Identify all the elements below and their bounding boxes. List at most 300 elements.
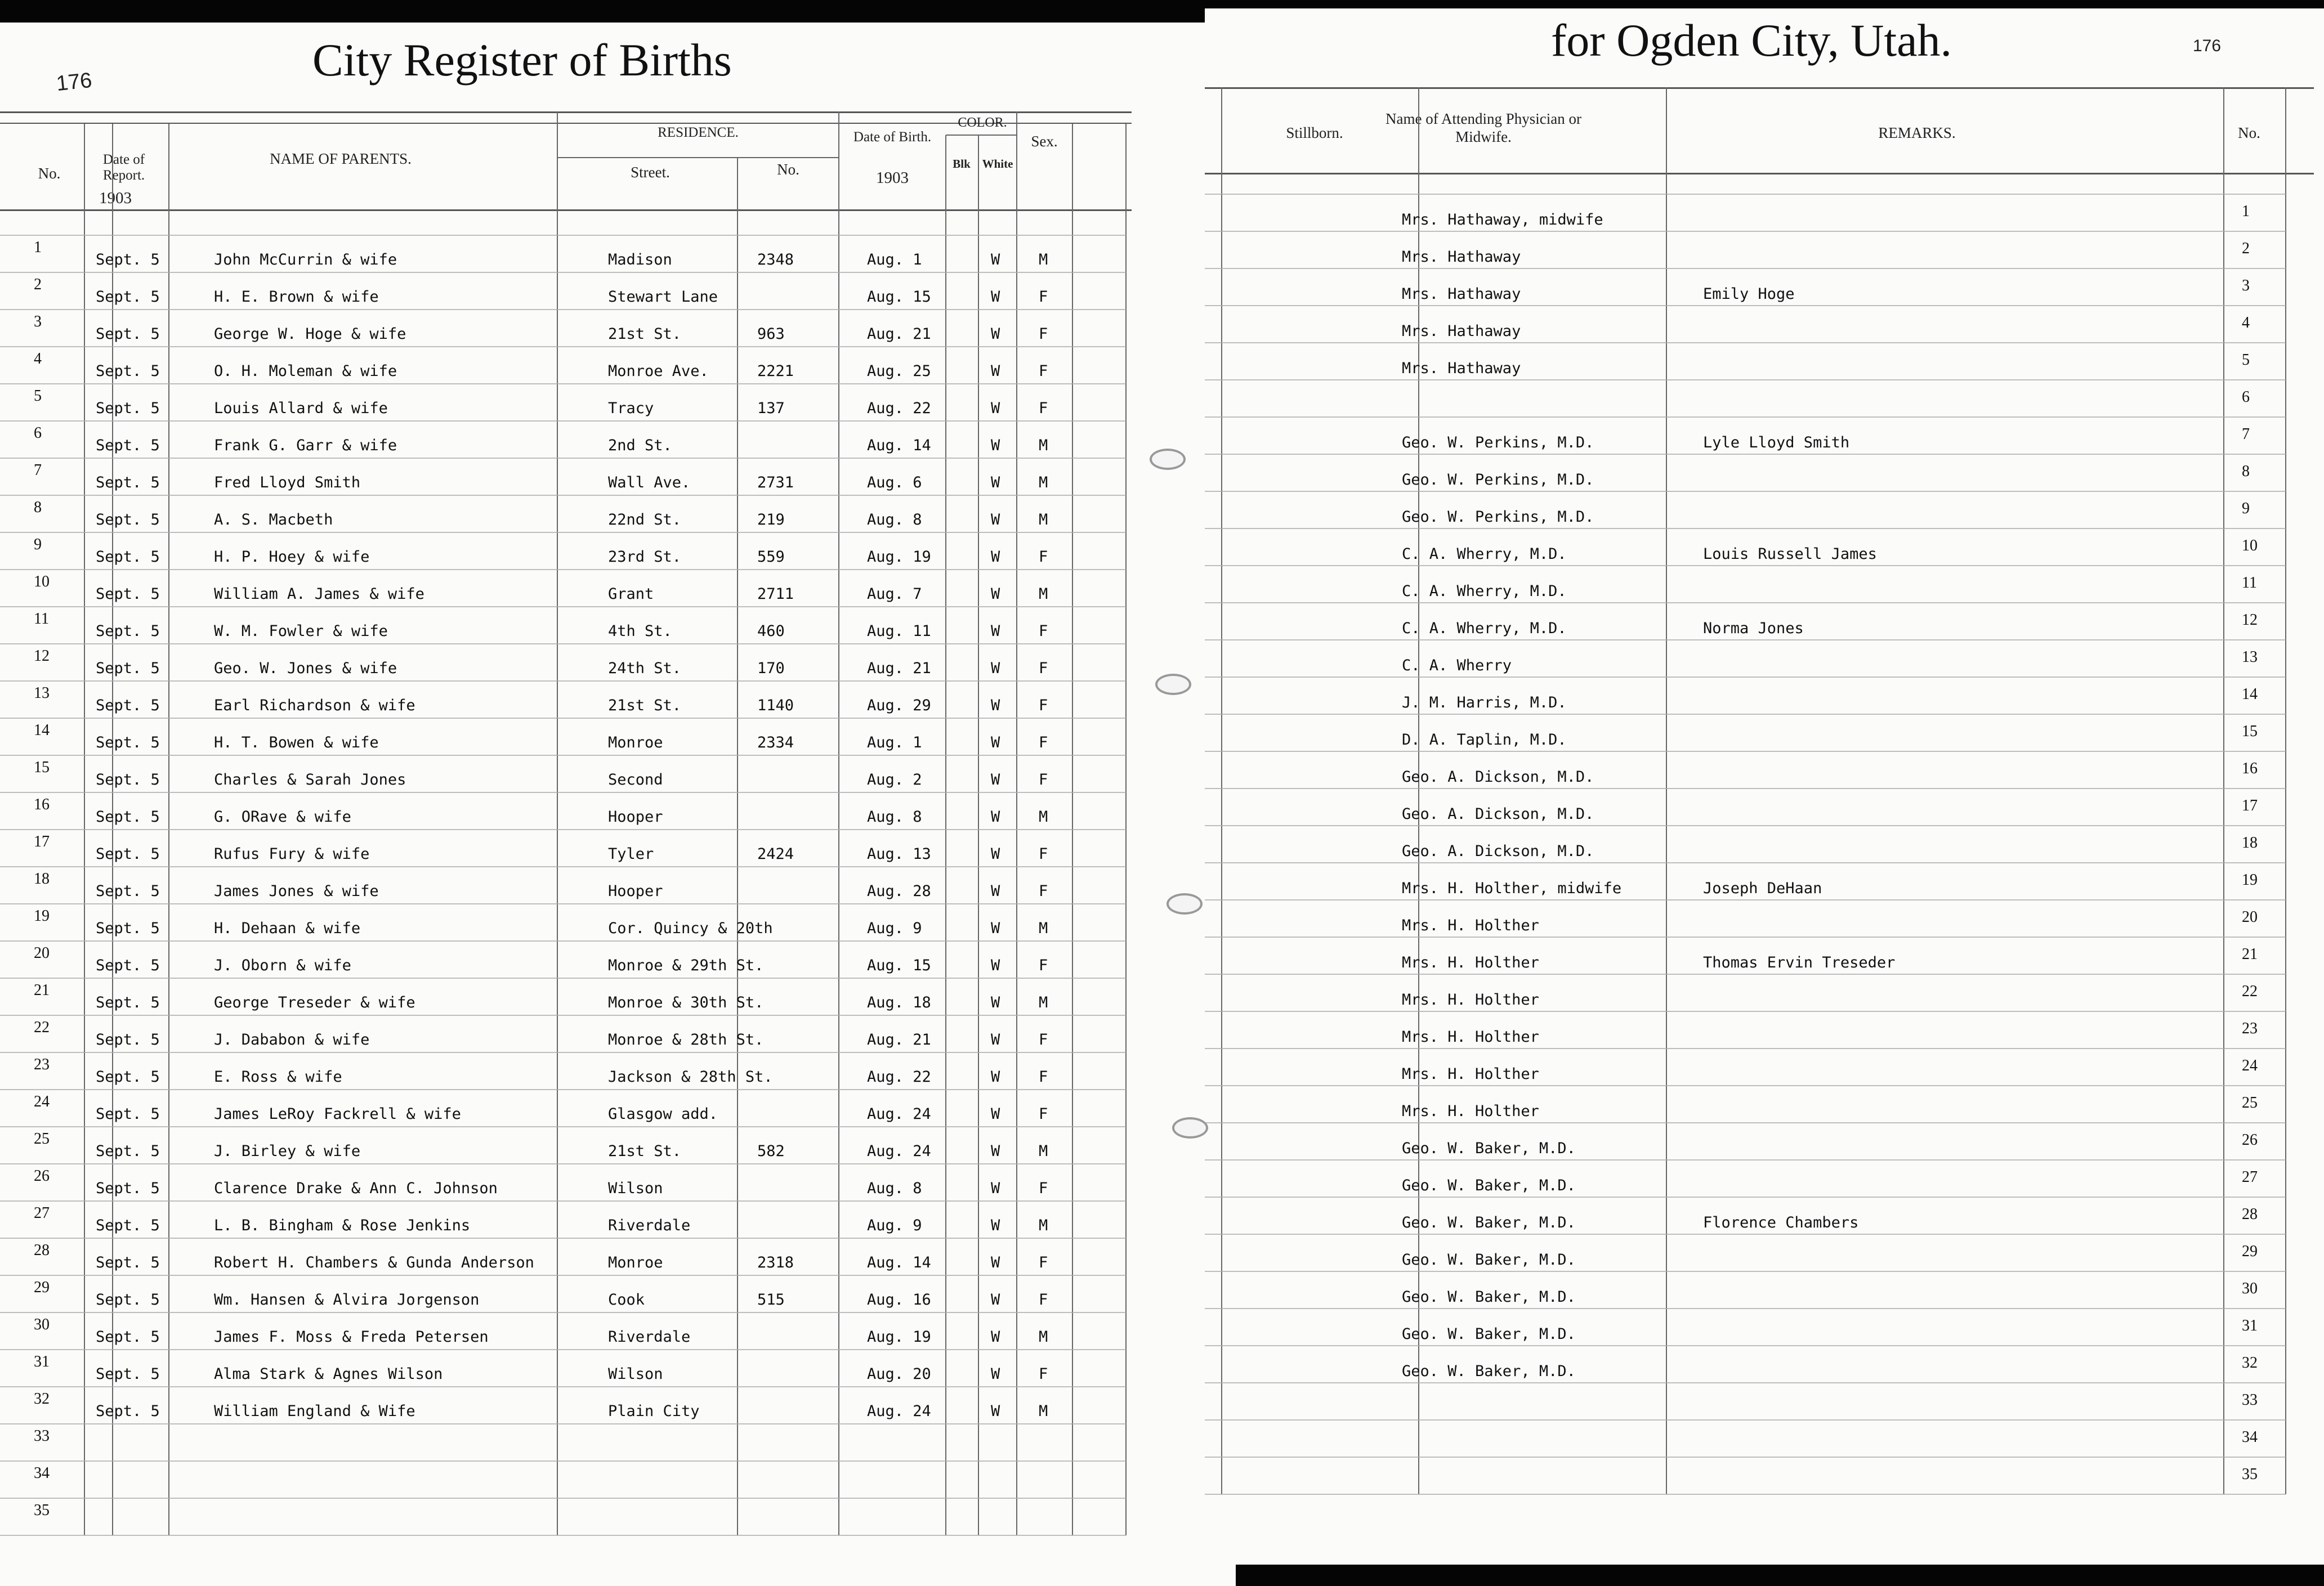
parents-name: James LeRoy Fackrell & wife xyxy=(214,1105,461,1123)
street: Jackson & 28th St. xyxy=(608,1068,773,1086)
sex: M xyxy=(1039,1217,1048,1234)
birth-date: Aug. 19 xyxy=(867,1328,931,1346)
row-number: 32 xyxy=(2242,1354,2258,1372)
row-number: 5 xyxy=(2242,351,2250,369)
row-number: 27 xyxy=(2242,1168,2258,1186)
parents-name: James F. Moss & Freda Petersen xyxy=(214,1328,489,1346)
sex: F xyxy=(1039,1365,1048,1383)
row-number: 1 xyxy=(2242,203,2250,220)
row-number: 11 xyxy=(34,610,49,628)
report-date: Sept. 5 xyxy=(96,845,160,863)
right-ruling-lines xyxy=(1205,8,2324,1565)
report-date: Sept. 5 xyxy=(96,1105,160,1123)
row-number: 19 xyxy=(34,907,50,925)
sex: F xyxy=(1039,1254,1048,1271)
birth-date: Aug. 14 xyxy=(867,1254,931,1271)
binder-ring xyxy=(1172,1117,1208,1139)
row-number: 14 xyxy=(2242,686,2258,703)
street: Riverdale xyxy=(608,1328,691,1346)
row-number: 17 xyxy=(34,833,50,850)
row-number: 18 xyxy=(2242,834,2258,852)
color: W xyxy=(991,1105,1000,1123)
row-number: 18 xyxy=(34,870,50,888)
birth-date: Aug. 15 xyxy=(867,288,931,306)
street-number: 460 xyxy=(757,622,785,640)
physician: Mrs. Hathaway xyxy=(1402,322,1521,340)
row-number: 4 xyxy=(34,350,42,368)
report-date: Sept. 5 xyxy=(96,660,160,677)
report-date: Sept. 5 xyxy=(96,734,160,751)
row-number: 3 xyxy=(2242,277,2250,294)
parents-name: J. Oborn & wife xyxy=(214,957,351,974)
color: W xyxy=(991,734,1000,751)
street: Riverdale xyxy=(608,1217,691,1234)
hdr-no: No. xyxy=(38,165,61,182)
sex: F xyxy=(1039,1105,1048,1123)
report-date: Sept. 5 xyxy=(96,994,160,1011)
street: Monroe & 30th St. xyxy=(608,994,764,1011)
row-number: 27 xyxy=(34,1204,50,1222)
row-number: 22 xyxy=(2242,983,2258,1000)
row-number: 15 xyxy=(2242,723,2258,740)
sex: F xyxy=(1039,957,1048,974)
binder-ring xyxy=(1167,893,1203,915)
report-date: Sept. 5 xyxy=(96,1068,160,1086)
street-number: 2731 xyxy=(757,474,794,491)
row-number: 25 xyxy=(2242,1094,2258,1112)
report-date: Sept. 5 xyxy=(96,697,160,714)
report-date: Sept. 5 xyxy=(96,1031,160,1049)
parents-name: Louis Allard & wife xyxy=(214,400,388,417)
birth-date: Aug. 8 xyxy=(867,1180,922,1197)
street: Stewart Lane xyxy=(608,288,718,306)
physician: Geo. W. Baker, M.D. xyxy=(1402,1177,1576,1194)
parents-name: William A. James & wife xyxy=(214,585,424,603)
row-number: 25 xyxy=(34,1130,50,1148)
row-number: 23 xyxy=(2242,1020,2258,1037)
hdr-name-of-parents: NAME OF PARENTS. xyxy=(270,150,412,167)
physician: C. A. Wherry xyxy=(1402,657,1512,674)
row-number: 11 xyxy=(2242,574,2257,592)
row-number: 2 xyxy=(2242,240,2250,257)
row-number: 28 xyxy=(2242,1206,2258,1223)
physician: Geo. A. Dickson, M.D. xyxy=(1402,768,1594,786)
right-page-mark: 176 xyxy=(2193,37,2222,55)
parents-name: Earl Richardson & wife xyxy=(214,697,415,714)
hdr-street-no: No. xyxy=(777,161,799,178)
street: 22nd St. xyxy=(608,511,682,528)
street: Hooper xyxy=(608,808,663,826)
color: W xyxy=(991,882,1000,900)
physician: Geo. W. Perkins, M.D. xyxy=(1402,508,1594,526)
birth-date: Aug. 14 xyxy=(867,437,931,454)
parents-name: George Treseder & wife xyxy=(214,994,415,1011)
report-date: Sept. 5 xyxy=(96,437,160,454)
birth-date: Aug. 20 xyxy=(867,1365,931,1383)
row-number: 32 xyxy=(34,1390,50,1408)
row-number: 20 xyxy=(2242,908,2258,926)
color: W xyxy=(991,697,1000,714)
row-number: 29 xyxy=(34,1279,50,1296)
birth-date: Aug. 24 xyxy=(867,1143,931,1160)
parents-name: H. Dehaan & wife xyxy=(214,920,361,937)
row-number: 16 xyxy=(2242,760,2258,777)
physician: Mrs. H. Holther xyxy=(1402,917,1539,934)
birth-date: Aug. 7 xyxy=(867,585,922,603)
birth-date: Aug. 22 xyxy=(867,1068,931,1086)
color: W xyxy=(991,325,1000,343)
street: 23rd St. xyxy=(608,548,682,566)
remarks: Thomas Ervin Treseder xyxy=(1703,954,1896,971)
color: W xyxy=(991,474,1000,491)
row-number: 21 xyxy=(2242,946,2258,963)
color: W xyxy=(991,1143,1000,1160)
sex: M xyxy=(1039,251,1048,268)
physician: Mrs. H. Holther xyxy=(1402,1103,1539,1120)
left-page-mark: 176 xyxy=(55,68,93,96)
hdr-remarks: REMARKS. xyxy=(1878,124,1956,141)
report-date: Sept. 5 xyxy=(96,1180,160,1197)
row-number: 14 xyxy=(34,722,50,739)
report-date: Sept. 5 xyxy=(96,548,160,566)
row-number: 8 xyxy=(2242,463,2250,480)
row-number: 28 xyxy=(34,1242,50,1259)
birth-date: Aug. 21 xyxy=(867,1031,931,1049)
parents-name: G. ORave & wife xyxy=(214,808,351,826)
left-page-title: City Register of Births xyxy=(312,34,732,86)
birth-date: Aug. 29 xyxy=(867,697,931,714)
street-number: 2348 xyxy=(757,251,794,268)
hdr-right-no: No. xyxy=(2238,124,2260,141)
row-number: 13 xyxy=(34,684,50,702)
color: W xyxy=(991,1031,1000,1049)
color: W xyxy=(991,1180,1000,1197)
remarks: Louis Russell James xyxy=(1703,545,1877,563)
birth-date: Aug. 19 xyxy=(867,548,931,566)
remarks: Emily Hoge xyxy=(1703,285,1795,303)
parents-name: Clarence Drake & Ann C. Johnson xyxy=(214,1180,498,1197)
physician: Geo. W. Baker, M.D. xyxy=(1402,1140,1576,1157)
report-date: Sept. 5 xyxy=(96,362,160,380)
row-number: 34 xyxy=(34,1464,50,1482)
color: W xyxy=(991,511,1000,528)
color: W xyxy=(991,251,1000,268)
hdr-stillborn: Stillborn. xyxy=(1286,124,1343,141)
birth-date: Aug. 24 xyxy=(867,1403,931,1420)
sex: F xyxy=(1039,400,1048,417)
physician: D. A. Taplin, M.D. xyxy=(1402,731,1567,749)
street: 21st St. xyxy=(608,325,682,343)
physician: Geo. W. Baker, M.D. xyxy=(1402,1363,1576,1380)
physician: C. A. Wherry, M.D. xyxy=(1402,620,1567,637)
report-date: Sept. 5 xyxy=(96,1254,160,1271)
color: W xyxy=(991,845,1000,863)
row-number: 5 xyxy=(34,387,42,405)
birth-date: Aug. 9 xyxy=(867,1217,922,1234)
sex: M xyxy=(1039,1403,1048,1420)
birth-date: Aug. 16 xyxy=(867,1291,931,1309)
parents-name: Rufus Fury & wife xyxy=(214,845,370,863)
physician: Geo. W. Baker, M.D. xyxy=(1402,1214,1576,1231)
report-date: Sept. 5 xyxy=(96,882,160,900)
street: Glasgow add. xyxy=(608,1105,718,1123)
physician: C. A. Wherry, M.D. xyxy=(1402,583,1567,600)
sex: M xyxy=(1039,920,1048,937)
row-number: 22 xyxy=(34,1019,50,1036)
sex: M xyxy=(1039,1143,1048,1160)
row-number: 23 xyxy=(34,1056,50,1073)
sex: F xyxy=(1039,1180,1048,1197)
hdr-report-year: 1903 xyxy=(99,189,132,207)
sex: M xyxy=(1039,474,1048,491)
color: W xyxy=(991,400,1000,417)
report-date: Sept. 5 xyxy=(96,1291,160,1309)
physician: Geo. W. Baker, M.D. xyxy=(1402,1288,1576,1306)
report-date: Sept. 5 xyxy=(96,1365,160,1383)
street: Monroe & 29th St. xyxy=(608,957,764,974)
color: W xyxy=(991,622,1000,640)
sex: F xyxy=(1039,622,1048,640)
sex: M xyxy=(1039,437,1048,454)
birth-date: Aug. 2 xyxy=(867,771,922,788)
physician: Geo. W. Baker, M.D. xyxy=(1402,1251,1576,1269)
row-number: 29 xyxy=(2242,1243,2258,1260)
street: 24th St. xyxy=(608,660,682,677)
street-number: 582 xyxy=(757,1143,785,1160)
report-date: Sept. 5 xyxy=(96,808,160,826)
report-date: Sept. 5 xyxy=(96,400,160,417)
physician: J. M. Harris, M.D. xyxy=(1402,694,1567,711)
row-number: 31 xyxy=(2242,1317,2258,1334)
color: W xyxy=(991,957,1000,974)
row-number: 3 xyxy=(34,313,42,330)
hdr-color: COLOR. xyxy=(958,115,1007,130)
sex: M xyxy=(1039,808,1048,826)
physician: Mrs. H. Holther xyxy=(1402,1028,1539,1046)
sex: F xyxy=(1039,288,1048,306)
row-number: 33 xyxy=(2242,1391,2258,1409)
hdr-birth-year: 1903 xyxy=(876,169,909,187)
physician: Mrs. Hathaway, midwife xyxy=(1402,211,1603,229)
color: W xyxy=(991,548,1000,566)
color: W xyxy=(991,1291,1000,1309)
report-date: Sept. 5 xyxy=(96,325,160,343)
row-number: 6 xyxy=(34,424,42,442)
parents-name: Geo. W. Jones & wife xyxy=(214,660,397,677)
sex: M xyxy=(1039,585,1048,603)
parents-name: Wm. Hansen & Alvira Jorgenson xyxy=(214,1291,480,1309)
row-number: 4 xyxy=(2242,314,2250,331)
right-register-page xyxy=(1205,8,2324,1565)
parents-name: H. E. Brown & wife xyxy=(214,288,379,306)
physician: Geo. W. Perkins, M.D. xyxy=(1402,434,1594,451)
color: W xyxy=(991,994,1000,1011)
row-number: 7 xyxy=(34,462,42,479)
row-number: 20 xyxy=(34,944,50,962)
row-number: 19 xyxy=(2242,871,2258,889)
street-number: 137 xyxy=(757,400,785,417)
physician: Mrs. Hathaway xyxy=(1402,285,1521,303)
row-number: 2 xyxy=(34,276,42,293)
row-number: 35 xyxy=(34,1502,50,1519)
street: 21st St. xyxy=(608,697,682,714)
row-number: 9 xyxy=(2242,500,2250,517)
row-number: 10 xyxy=(34,573,50,590)
street-number: 515 xyxy=(757,1291,785,1309)
street: Wilson xyxy=(608,1180,663,1197)
birth-date: Aug. 9 xyxy=(867,920,922,937)
color: W xyxy=(991,771,1000,788)
birth-date: Aug. 13 xyxy=(867,845,931,863)
physician: Mrs. Hathaway xyxy=(1402,248,1521,266)
row-number: 9 xyxy=(34,536,42,553)
birth-date: Aug. 8 xyxy=(867,808,922,826)
physician: Mrs. H. Holther xyxy=(1402,1065,1539,1083)
row-number: 6 xyxy=(2242,388,2250,406)
street: Hooper xyxy=(608,882,663,900)
left-register-page xyxy=(0,23,1236,1586)
birth-date: Aug. 24 xyxy=(867,1105,931,1123)
street-number: 963 xyxy=(757,325,785,343)
birth-date: Aug. 1 xyxy=(867,251,922,268)
color: W xyxy=(991,437,1000,454)
binder-ring xyxy=(1155,674,1191,695)
sex: F xyxy=(1039,548,1048,566)
color: W xyxy=(991,1217,1000,1234)
row-number: 1 xyxy=(34,239,42,256)
sex: F xyxy=(1039,771,1048,788)
street: Cook xyxy=(608,1291,645,1309)
parents-name: John McCurrin & wife xyxy=(214,251,397,268)
parents-name: E. Ross & wife xyxy=(214,1068,342,1086)
parents-name: Robert H. Chambers & Gunda Anderson xyxy=(214,1254,534,1271)
report-date: Sept. 5 xyxy=(96,1328,160,1346)
sex: F xyxy=(1039,845,1048,863)
street-number: 219 xyxy=(757,511,785,528)
color: W xyxy=(991,362,1000,380)
street: 2nd St. xyxy=(608,437,672,454)
street-number: 559 xyxy=(757,548,785,566)
sex: F xyxy=(1039,882,1048,900)
right-page-title: for Ogden City, Utah. xyxy=(1551,15,1952,66)
row-number: 12 xyxy=(2242,611,2258,629)
street: Wilson xyxy=(608,1365,663,1383)
color: W xyxy=(991,288,1000,306)
street-number: 2424 xyxy=(757,845,794,863)
sex: F xyxy=(1039,697,1048,714)
parents-name: George W. Hoge & wife xyxy=(214,325,406,343)
row-number: 21 xyxy=(34,982,50,999)
physician: Geo. A. Dickson, M.D. xyxy=(1402,805,1594,823)
hdr-sex: Sex. xyxy=(1031,133,1058,150)
row-number: 26 xyxy=(2242,1131,2258,1149)
parents-name: Frank G. Garr & wife xyxy=(214,437,397,454)
row-number: 16 xyxy=(34,796,50,813)
color: W xyxy=(991,585,1000,603)
report-date: Sept. 5 xyxy=(96,1403,160,1420)
physician: Geo. W. Baker, M.D. xyxy=(1402,1325,1576,1343)
color: W xyxy=(991,1254,1000,1271)
hdr-residence: RESIDENCE. xyxy=(658,125,739,140)
report-date: Sept. 5 xyxy=(96,585,160,603)
street: Madison xyxy=(608,251,672,268)
street: Wall Ave. xyxy=(608,474,691,491)
street-number: 2318 xyxy=(757,1254,794,1271)
birth-date: Aug. 21 xyxy=(867,660,931,677)
birth-date: Aug. 11 xyxy=(867,622,931,640)
parents-name: James Jones & wife xyxy=(214,882,379,900)
hdr-blk: Blk xyxy=(953,157,971,171)
report-date: Sept. 5 xyxy=(96,1217,160,1234)
row-number: 10 xyxy=(2242,537,2258,554)
parents-name: Charles & Sarah Jones xyxy=(214,771,406,788)
hdr-physician: Name of Attending Physician or Midwife. xyxy=(1386,110,1581,145)
row-number: 24 xyxy=(2242,1057,2258,1074)
sex: F xyxy=(1039,1068,1048,1086)
parents-name: J. Dababon & wife xyxy=(214,1031,370,1049)
report-date: Sept. 5 xyxy=(96,920,160,937)
binder-ring xyxy=(1150,449,1186,470)
color: W xyxy=(991,1068,1000,1086)
physician: Mrs. H. Holther, midwife xyxy=(1402,880,1622,897)
color: W xyxy=(991,1403,1000,1420)
street-number: 2711 xyxy=(757,585,794,603)
street: Tracy xyxy=(608,400,654,417)
row-number: 13 xyxy=(2242,648,2258,666)
row-number: 33 xyxy=(34,1427,50,1445)
color: W xyxy=(991,1365,1000,1383)
sex: M xyxy=(1039,1328,1048,1346)
sex: F xyxy=(1039,1031,1048,1049)
street-number: 2221 xyxy=(757,362,794,380)
sex: M xyxy=(1039,511,1048,528)
street: 4th St. xyxy=(608,622,672,640)
report-date: Sept. 5 xyxy=(96,622,160,640)
street: 21st St. xyxy=(608,1143,682,1160)
physician: Mrs. H. Holther xyxy=(1402,991,1539,1009)
sex: F xyxy=(1039,734,1048,751)
parents-name: W. M. Fowler & wife xyxy=(214,622,388,640)
parents-name: J. Birley & wife xyxy=(214,1143,361,1160)
physician: C. A. Wherry, M.D. xyxy=(1402,545,1567,563)
report-date: Sept. 5 xyxy=(96,474,160,491)
physician: Geo. A. Dickson, M.D. xyxy=(1402,843,1594,860)
birth-date: Aug. 1 xyxy=(867,734,922,751)
street: Tyler xyxy=(608,845,654,863)
row-number: 26 xyxy=(34,1167,50,1185)
street: Cor. Quincy & 20th xyxy=(608,920,773,937)
parents-name: L. B. Bingham & Rose Jenkins xyxy=(214,1217,471,1234)
report-date: Sept. 5 xyxy=(96,511,160,528)
row-number: 12 xyxy=(34,647,50,665)
street-number: 2334 xyxy=(757,734,794,751)
remarks: Joseph DeHaan xyxy=(1703,880,1822,897)
row-number: 24 xyxy=(34,1093,50,1110)
sex: M xyxy=(1039,994,1048,1011)
color: W xyxy=(991,808,1000,826)
parents-name: O. H. Moleman & wife xyxy=(214,362,397,380)
birth-date: Aug. 25 xyxy=(867,362,931,380)
birth-date: Aug. 6 xyxy=(867,474,922,491)
remarks: Lyle Lloyd Smith xyxy=(1703,434,1850,451)
street-number: 170 xyxy=(757,660,785,677)
color: W xyxy=(991,660,1000,677)
street: Monroe & 28th St. xyxy=(608,1031,764,1049)
row-number: 17 xyxy=(2242,797,2258,814)
parents-name: Alma Stark & Agnes Wilson xyxy=(214,1365,443,1383)
color: W xyxy=(991,1328,1000,1346)
remarks: Norma Jones xyxy=(1703,620,1804,637)
